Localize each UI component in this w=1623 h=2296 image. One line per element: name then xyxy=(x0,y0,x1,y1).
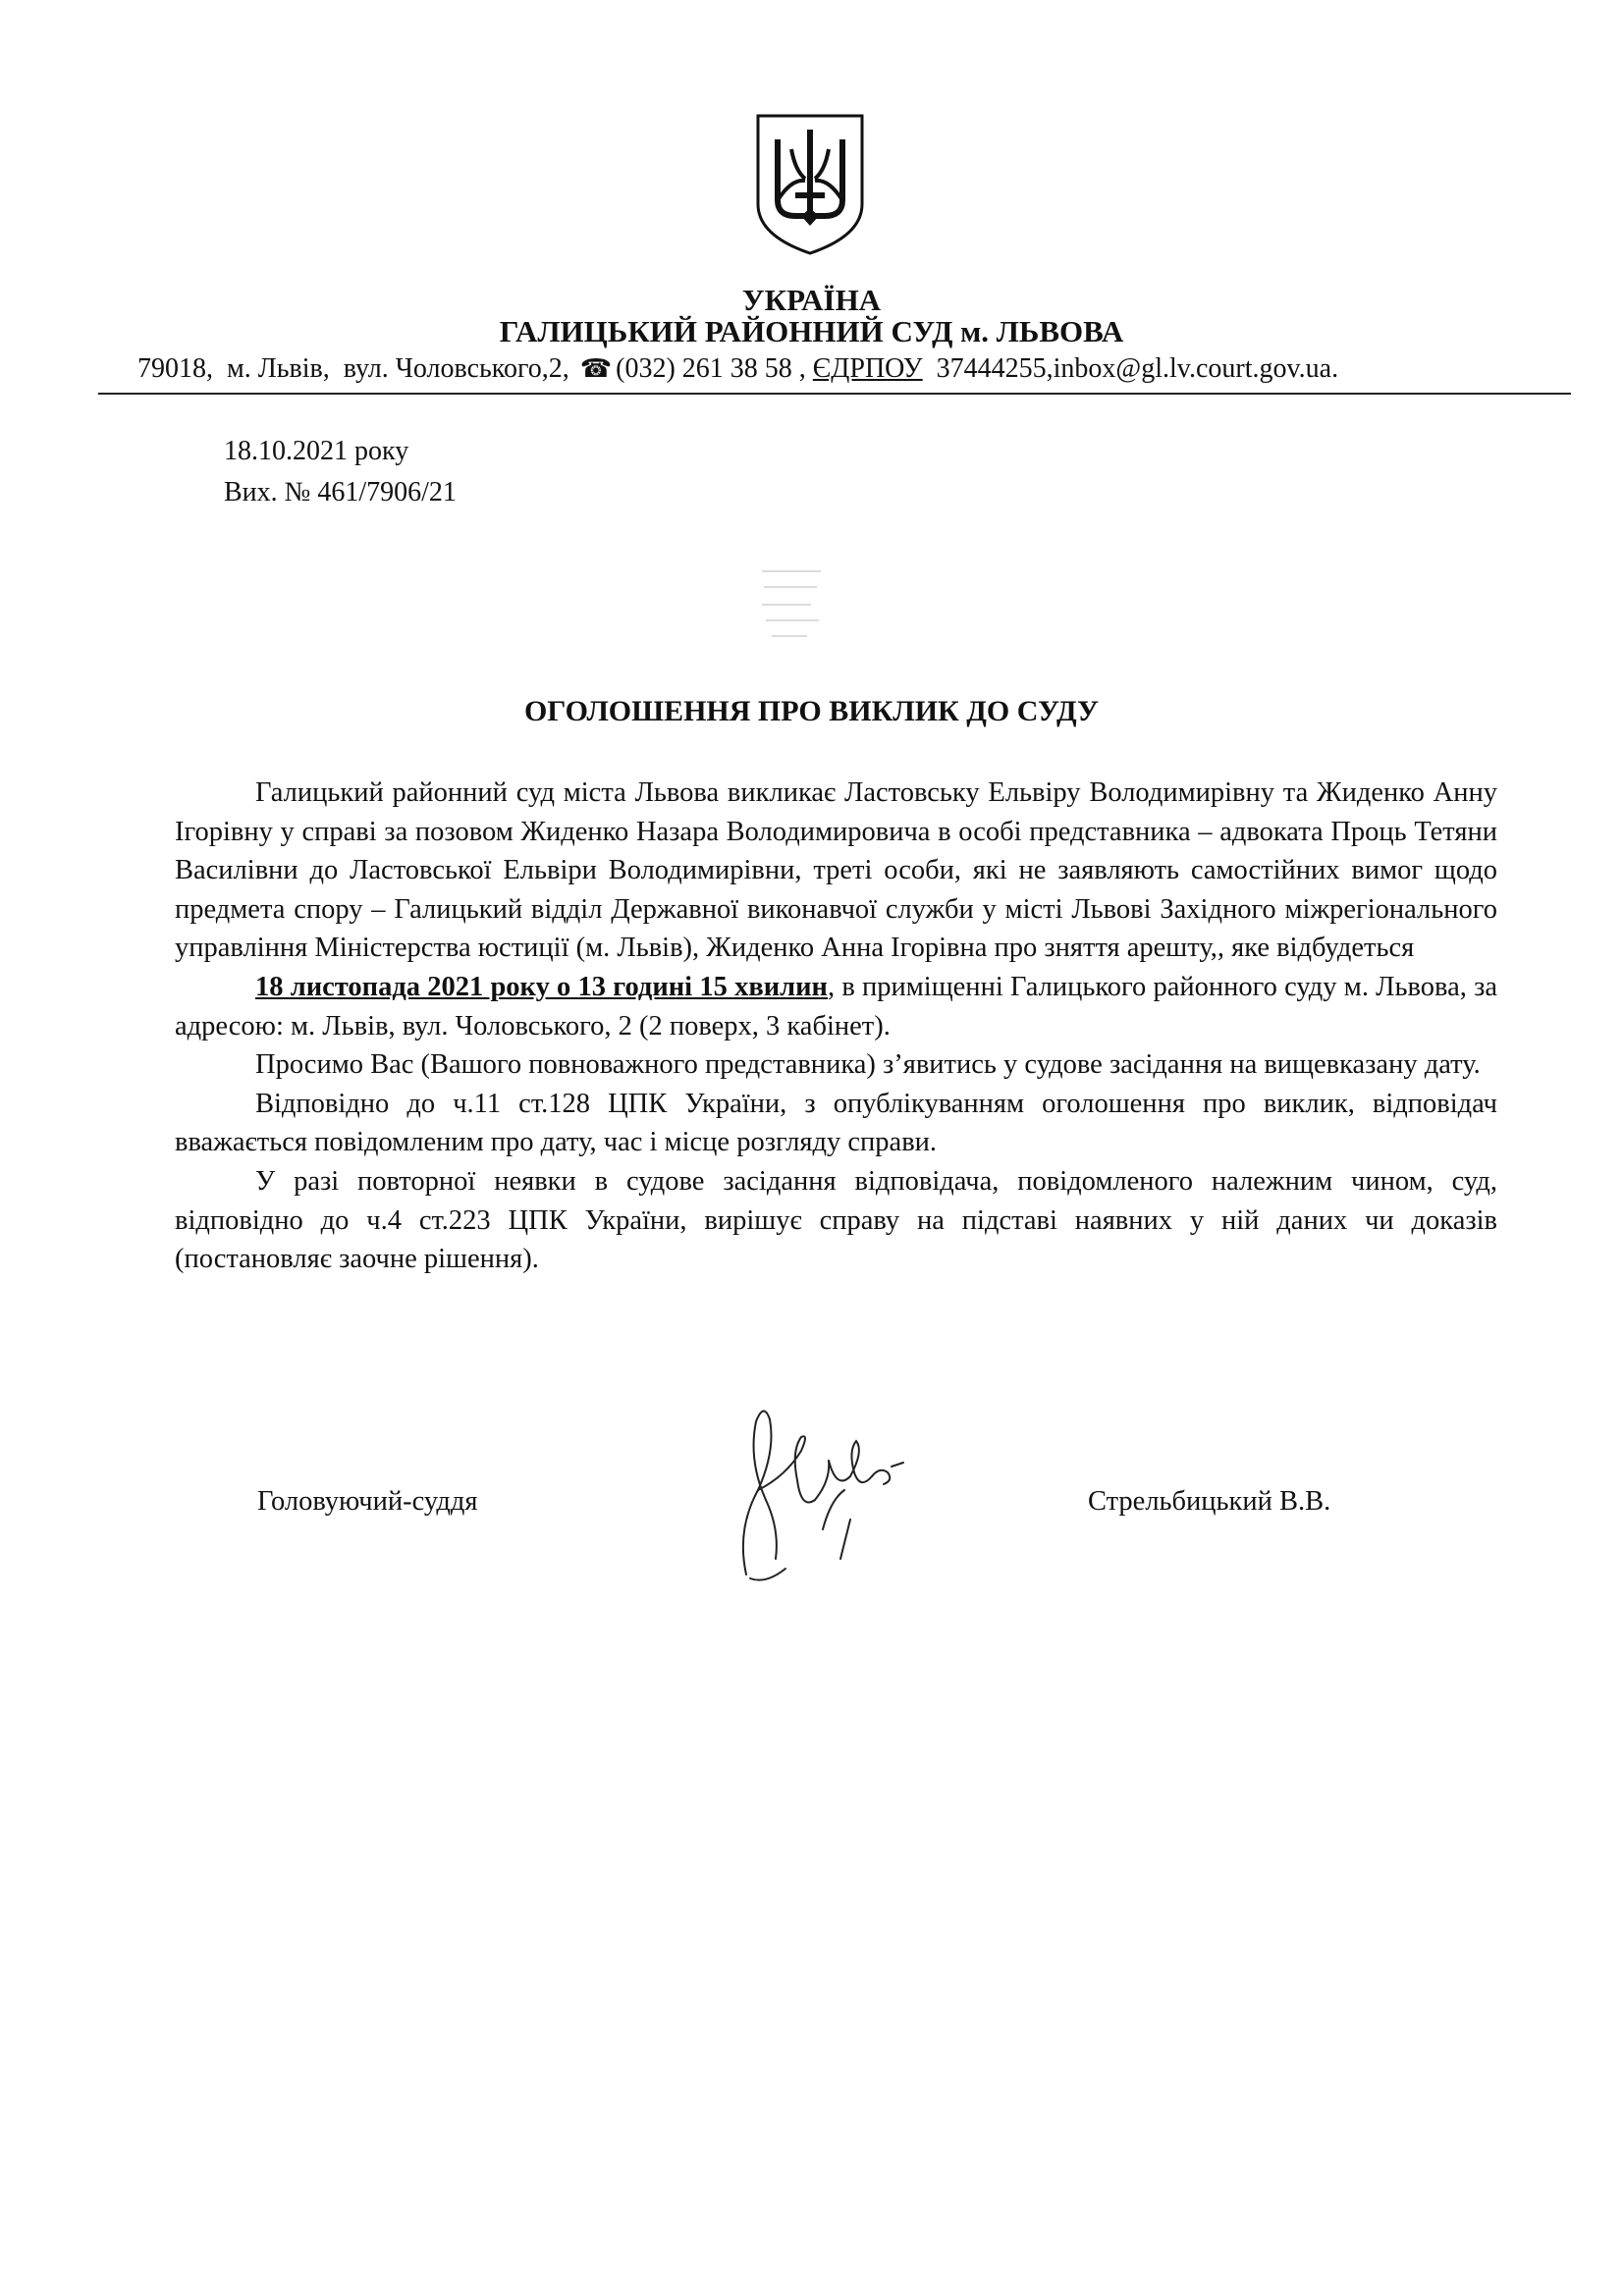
court-address: 79018, м. Львів, вул. Чоловського,2, xyxy=(137,353,576,384)
country-heading: УКРАЇНА xyxy=(741,283,882,317)
document-title: ОГОЛОШЕННЯ ПРО ВИКЛИК ДО СУДУ xyxy=(523,695,1100,727)
judge-name: Стрельбицький В.В. xyxy=(1088,1486,1331,1517)
edrpou-label: ЄДРПОУ xyxy=(812,353,923,384)
notice-body xyxy=(175,774,1497,1279)
document-date: 18.10.2021 року xyxy=(224,436,409,466)
summons-text: Галицький районний суд міста Львова викликає Ластовську Ельвіру Володимирівну та Жиденко Анну Ігорівну у справі за позовом Жиденко Назара Володимировича в особі представника – адвоката Проць Тетяни Василівни до Ластовської Ельвіри Володимирівни, треті особи, які не заявляють самостійних вимог щодо предмета спору – Галицький відділ Державної виконавчої служби у місті Львові Західного міжрегіонального управління Міністерства юстиції (м. Львів), Жиденко Анна Ігорівна про зняття арешту,, яке відбудеться xyxy=(175,777,1497,964)
edrpou-and-email: 37444255,inbox@gl.lv.court.gov.ua. xyxy=(922,353,1339,384)
faint-stamp-mark xyxy=(752,561,831,650)
coat-of-arms-icon xyxy=(752,110,868,257)
paragraph-hearing-date xyxy=(175,968,1497,1045)
hearing-datetime: 18 листопада 2021 року о 13 годині 15 хвилин xyxy=(255,971,828,1002)
telephone-icon: ☎ xyxy=(579,354,613,383)
judge-role: Головуючий-суддя xyxy=(257,1486,478,1517)
court-phone: (032) 261 38 58 , xyxy=(616,353,813,384)
hearing-location: , в приміщенні Галицького районного суду м. Львова, за адресою: м. Львів, вул. Чоловського, 2 (2 поверх, 3 кабінет). xyxy=(175,971,1498,1041)
paragraph-notice-rule: Відповідно до ч.11 ст.128 ЦПК України, з опублікуванням оголошення про виклик, відповідач вважається повідомленим про дату, час і місце розгляду справи. xyxy=(175,1088,1497,1158)
court-name-heading: ГАЛИЦЬКИЙ РАЙОННИЙ СУД м. ЛЬВОВА xyxy=(499,314,1124,348)
paragraph-request: Просимо Вас (Вашого повноважного представника) з’явитись у судове засідання на вищевказану дату. xyxy=(255,1049,1481,1081)
court-address-line xyxy=(137,353,1566,385)
outgoing-number: Вих. № 461/7906/21 xyxy=(224,477,457,507)
handwritten-signature xyxy=(707,1382,933,1608)
paragraph-summons xyxy=(175,774,1497,968)
paragraph-default-judgment: У разі повторної неявки в судове засідання відповідача, повідомленого належним чином, суд, відповідно до ч.4 ст.223 ЦПК України, вирішує справу на підставі наявних у ній даних чи доказів (постановляє заочне рішення). xyxy=(175,1165,1497,1275)
header-divider xyxy=(98,393,1571,395)
